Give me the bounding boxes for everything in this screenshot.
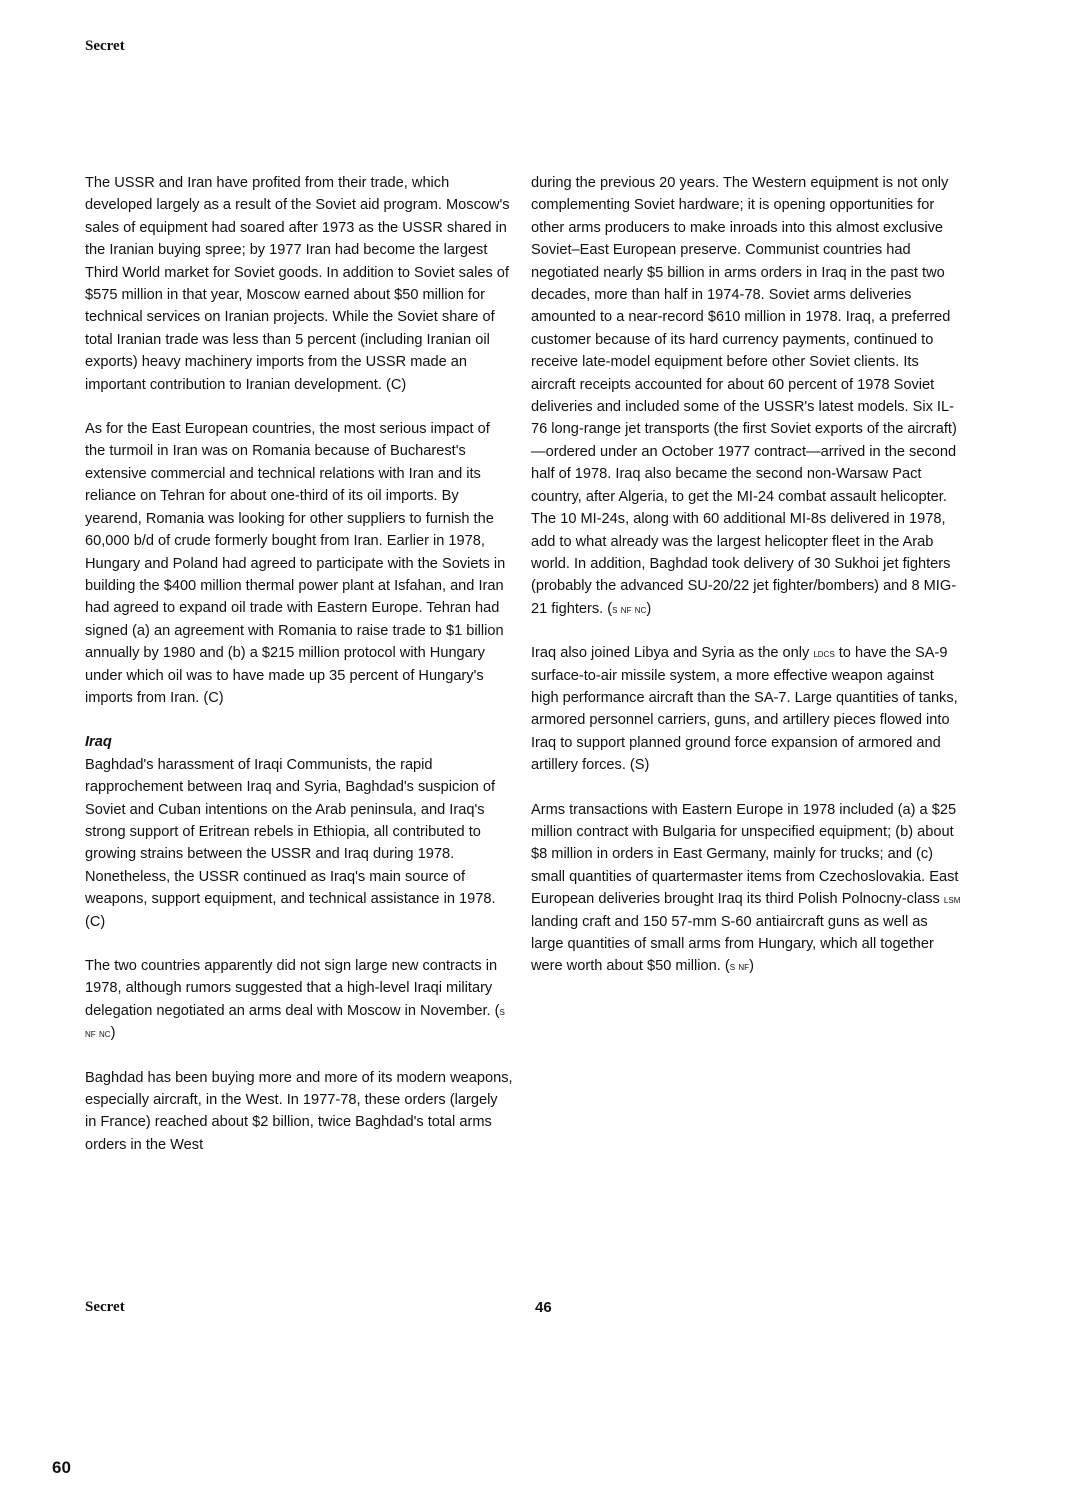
outer-page-number: 60 [52, 1458, 71, 1477]
classification-mark: s nf [729, 959, 750, 974]
paragraph-contracts [85, 955, 513, 1045]
footer-page-number: 46 [535, 1299, 552, 1316]
paragraph-iraq-strains: Baghdad's harassment of Iraqi Communists, the rapid rapprochement between Iraq and Syria, Baghdad's suspicion of Soviet and Cuban intentions on the Arab peninsula, and Iraq's strong support of Eritrean rebels in Ethiopia, all contributed to growing strains between the USSR and Iraq during 1978. Nonetheless, the USSR continued as Iraq's main source of weapons, support equipment, and technical assistance in 1978. (C) [85, 756, 496, 930]
paragraph-contracts-end: ) [110, 1025, 116, 1042]
paragraph-eastern-europe-arms-a: Arms transactions with Eastern Europe in 1978 included (a) a $25 million contract with Bulgaria for unspecified equipment; (b) about $8 million in orders in East Germany, mainly for trucks; and (c) small quantities of quartermaster items from Czechoslovakia. East European deliveries brought Iraq its third Polish Polnocny-class [531, 801, 959, 908]
paragraph-eastern-europe-arms-b: landing craft and 150 57-mm S-60 antiaircraft guns as well as large quantities of small arms from Hungary, which all together were worth about $50 million. ( [531, 913, 934, 975]
paragraph-eastern-europe-arms-end: ) [749, 958, 754, 975]
paragraph-eastern-europe-arms [531, 799, 963, 978]
paragraph-iran-trade: The USSR and Iran have profited from their trade, which developed largely as a result of the Soviet aid program. Moscow's sales of equipment had soared after 1973 as the USSR shared in the Iranian buying spree; by 1977 Iran had become the largest Third World market for Soviet goods. In addition to Soviet sales of $575 million in that year, Moscow earned about $50 million for technical services on Iranian projects. While the Soviet share of total Iranian trade was less than 5 percent (including Iranian oil exports) heavy machinery imports from the USSR made an important contribution to Iranian development. (C) [85, 175, 510, 393]
section-heading-iraq: Iraq [85, 734, 112, 751]
paragraph-sa9-a: Iraq also joined Libya and Syria as the only [531, 645, 814, 662]
paragraph-western-equipment-end: ) [646, 600, 652, 617]
paragraph-contracts-text: The two countries apparently did not sign large new contracts in 1978, although rumors suggested that a high-level Iraqi military delegation negotiated an arms deal with Moscow in November. ( [85, 958, 500, 1019]
footer-classification: Secret [85, 1299, 125, 1315]
paragraph-western-equipment-text: during the previous 20 years. The Western equipment is not only complementing Soviet hardware; it is opening opportunities for other arms producers to make inroads into this almost exclusive Soviet–East European preserve. Communist countries had negotiated nearly $5 billion in arms orders in Iraq in the past two decades, more than half in 1974-78. Soviet arms deliveries amounted to a near-record $610 million in 1978. Iraq, a preferred customer because of its hard currency payments, continued to receive late-model equipment before other Soviet clients. Its aircraft receipts accounted for about 60 percent of 1978 Soviet deliveries and included some of the USSR's latest models. Six IL-76 long-range jet transports (the first Soviet exports of the aircraft)—ordered under an October 1977 contract—arrived in the second half of 1978. Iraq also became the second non-Warsaw Pact country, after Algeria, to get the MI-24 combat assault helicopter. The 10 MI-24s, along with 60 additional MI-8s delivered in 1978, add to what already was the largest helicopter fleet in the Arab world. In addition, Baghdad took delivery of 30 Sukhoi jet fighters (probably the advanced SU-20/22 jet fighter/bombers) and 8 MIG-21 fighters. ( [531, 175, 957, 617]
right-column [531, 172, 963, 1000]
paragraph-western-weapons: Baghdad has been buying more and more of its modern weapons, especially aircraft, in the West. In 1977-78, these orders (largely in France) reached about $2 billion, twice Baghdad's total arms orders in the West [85, 1069, 513, 1153]
classification-mark: s nf nc [612, 601, 647, 616]
left-column [85, 172, 513, 1178]
paragraph-sa9-b: to have the SA-9 surface-to-air missile system, a more effective weapon against high performance aircraft than the SA-7. Large quantities of tanks, armored personnel carriers, guns, and artillery pieces flowed into Iraq to support planned ground force expansion of armored and artillery forces. (S) [531, 645, 958, 774]
paragraph-sa9 [531, 642, 963, 776]
lsm-abbreviation: lsm [943, 892, 961, 907]
paragraph-western-equipment [531, 172, 963, 620]
header-classification: Secret [85, 38, 125, 54]
classification-mark: s nf nc [85, 1003, 505, 1041]
paragraph-east-europe: As for the East European countries, the most serious impact of the turmoil in Iran was on Romania because of Bucharest's extensive commercial and technical relations with Iran and its reliance on Tehran for about one-third of its oil imports. By yearend, Romania was looking for other suppliers to furnish the 60,000 b/d of crude formerly bought from Iran. Earlier in 1978, Hungary and Poland had agreed to participate with the Soviets in building the $400 million thermal power plant at Isfahan, and Iran had agreed to expand oil trade with Eastern Europe. Tehran had signed (a) an agreement with Romania to raise trade to $1 billion annually by 1980 and (b) a $215 million protocol with Hungary under which oil was to have made up 35 percent of Hungary's imports from Iran. (C) [85, 421, 506, 706]
ldc-abbreviation: ldcs [813, 646, 835, 661]
